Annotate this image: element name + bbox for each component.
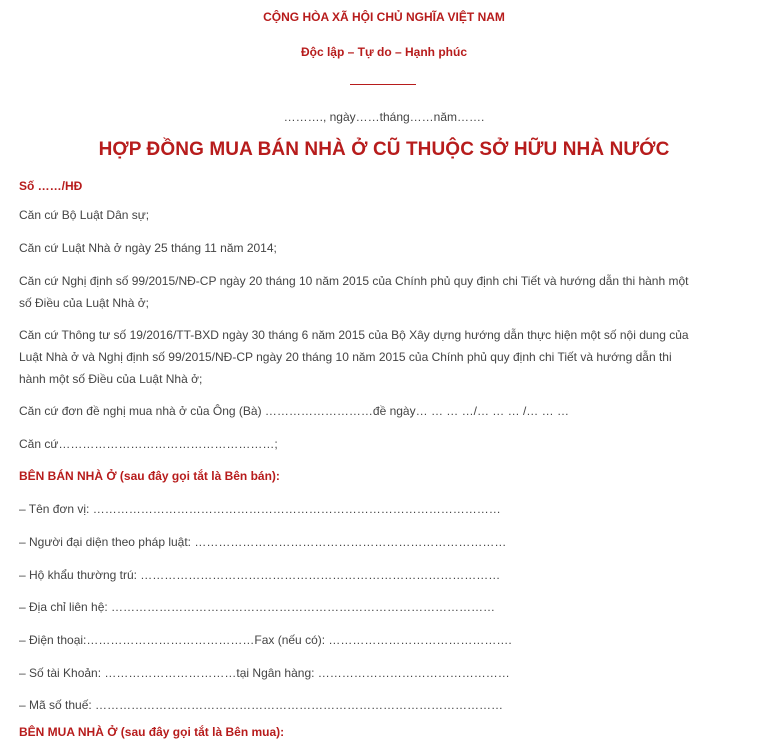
basis-line: số Điều của Luật Nhà ở; <box>19 296 149 310</box>
basis-line: hành một số Điều của Luật Nhà ở; <box>19 372 203 386</box>
basis-line: Căn cứ Thông tư số 19/2016/TT-BXD ngày 30 tháng 6 năm 2015 của Bộ Xây dựng hướng dẫn thực hiện một số nội dung của <box>19 328 689 342</box>
basis-line: Căn cứ đơn đề nghị mua nhà ở của Ông (Bà) ………………………đề ngày… … … …/… … … /… … … <box>19 404 569 418</box>
seller-field: – Số tài Khoản: ……………………………tại Ngân hàng: ………………………………………… <box>19 666 510 680</box>
contract-number: Số ……/HĐ <box>19 179 83 193</box>
buyer-heading: BÊN MUA NHÀ Ở (sau đây gọi tắt là Bên mua): <box>19 725 285 739</box>
date-line: ………., ngày……tháng……năm……. <box>283 110 485 124</box>
seller-heading: BÊN BÁN NHÀ Ở (sau đây gọi tắt là Bên bán): <box>19 469 280 483</box>
seller-field: – Tên đơn vị: ………………………………………………………………………………………… <box>19 502 501 516</box>
country-header: CỘNG HÒA XÃ HỘI CHỦ NGHĨA VIỆT NAM <box>263 10 505 24</box>
seller-field: – Điện thoại:……………………………………Fax (nếu có): ………………………………………. <box>19 633 512 647</box>
seller-field: – Địa chỉ liên hệ: …………………………………………………………………………………… <box>19 600 496 614</box>
seller-field: – Người đại diện theo pháp luật: …………………………………………………………………… <box>19 535 507 549</box>
basis-line: Căn cứ Luật Nhà ở ngày 25 tháng 11 năm 2014; <box>19 241 277 255</box>
basis-line: Căn cứ………………………………………………; <box>19 437 278 451</box>
seller-field: – Mã số thuế: ………………………………………………………………………………………… <box>19 698 504 712</box>
basis-line: Căn cứ Bộ Luật Dân sự; <box>19 208 150 222</box>
seller-field: – Hộ khẩu thường trú: ……………………………………………………………………………… <box>19 568 501 582</box>
basis-line: Căn cứ Nghị định số 99/2015/NĐ-CP ngày 20 tháng 10 năm 2015 của Chính phủ quy định chi Tiết và hướng dẫn thi hành một <box>19 274 689 288</box>
basis-line: Luật Nhà ở và Nghị định số 99/2015/NĐ-CP ngày 20 tháng 10 năm 2015 của Chính phủ quy định chi Tiết và hướng dẫn thi <box>19 350 672 364</box>
header-divider <box>350 84 416 85</box>
motto-header: Độc lập – Tự do – Hạnh phúc <box>300 45 468 59</box>
document-title: HỢP ĐỒNG MUA BÁN NHÀ Ở CŨ THUỘC SỞ HỮU NHÀ NƯỚC <box>98 139 670 160</box>
